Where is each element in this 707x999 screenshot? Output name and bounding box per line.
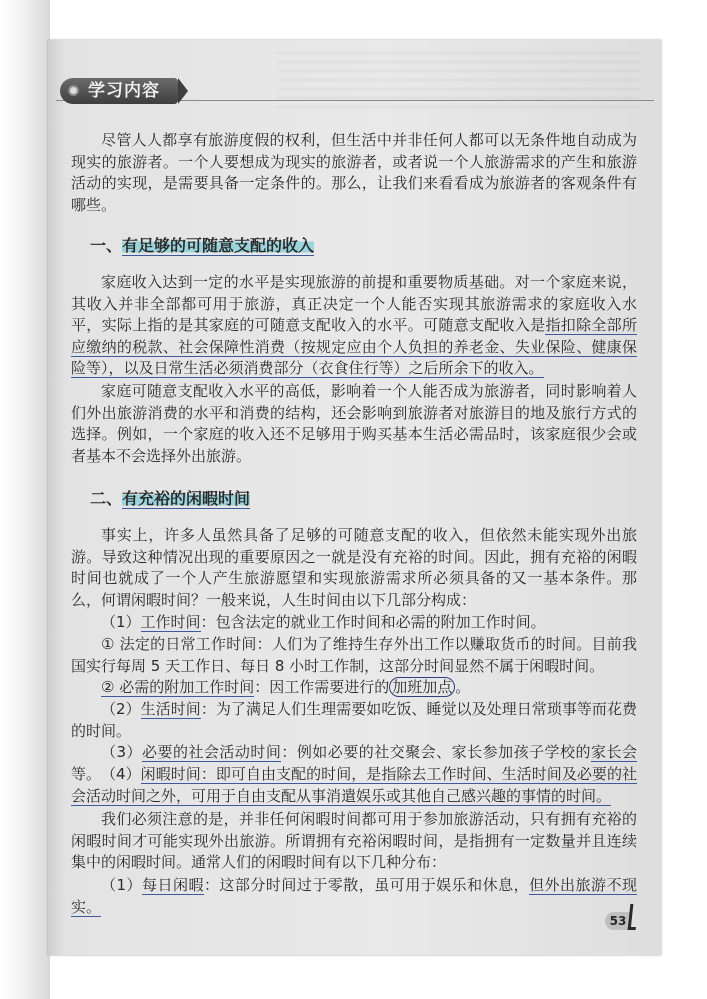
item-3-term: 必要的社会活动时间 xyxy=(142,743,282,761)
item-4-number: （4） xyxy=(101,765,141,783)
item-3-text: ：例如必要的社交聚会、家长参加孩子学校的 xyxy=(281,743,591,761)
section-1-title: 有足够的可随意支配的收入 xyxy=(122,236,315,255)
section-1-number: 一、 xyxy=(90,236,123,255)
section-2-number: 二、 xyxy=(90,489,123,508)
daily-underlined: 但外出旅游不现实。 xyxy=(71,876,637,916)
list-item-work-time xyxy=(71,612,637,634)
list-item-leisure-time xyxy=(71,764,637,807)
item-1b-text: ：因工作需要进行的 xyxy=(254,678,390,696)
item-1b-end: 。 xyxy=(455,678,471,696)
book-page xyxy=(48,40,661,955)
book-spine-shadow xyxy=(0,0,50,999)
daily-number: （1） xyxy=(101,876,142,894)
income-definition-underlined: 指扣除全部所应缴纳的税款、社会保障性消费（按规定应由个人负担的养老金、失业保险、健康保险等），以及日常生活必须消费部分（衣食住行等）之后所余下的收入。 xyxy=(71,316,637,377)
parent-meeting-underlined: 家长会 xyxy=(591,743,637,761)
daily-term: 每日闲暇 xyxy=(142,876,204,894)
section-2-heading xyxy=(88,485,256,510)
item-1b-term: ② 必需的附加工作时间 xyxy=(101,678,255,696)
section-1-paragraph-2: 家庭可随意支配收入水平的高低，影响着一个人能否成为旅游者，同时影响着人们外出旅游消费的水平和消费的结构，还会影响到旅游者对旅游目的地及旅行方式的选择。例如，一个家庭的收入还不足够用于购买基本生活必需品时，该家庭很少会或者基本不会选择外出旅游。 xyxy=(71,382,637,465)
section-1-paragraph-1 xyxy=(71,272,637,380)
item-2-number: （2） xyxy=(101,700,141,718)
daily-text: ：这部分时间过于零散，虽可用于娱乐和休息， xyxy=(203,876,530,894)
intro-paragraph: 尽管人人都享有旅游度假的权利，但生活中并非任何人都可以无条件地自动成为现实的旅游者。一个人要想成为现实的旅游者，或者说一个人旅游需求的产生和旅游活动的实现，是需要具备一定条件的。那么，让我们来看看成为旅游者的客观条件有哪些。 xyxy=(71,131,637,214)
item-1-number: （1） xyxy=(101,613,141,631)
item-1-term: 工作时间 xyxy=(140,613,201,631)
item-3-end: 等。 xyxy=(71,764,102,783)
item-4-term: 闲暇时间 xyxy=(140,765,201,783)
income-text: 家庭收入达到一定的水平是实现旅游的前提和重要物质基础。对一个家庭来说，其收入并非全部都可用于旅游，真正决定一个人能否实现其旅游需求的家庭收入水平，实际上指的是其家庭的可随意支配收入的水平。可随意支配收入是 xyxy=(71,273,637,334)
section-2-paragraph-1: 事实上，许多人虽然具备了足够的可随意支配的收入，但依然未能实现外出旅游。导致这种情况出现的重要原因之一就是没有充裕的时间。因此，拥有充裕的闲暇时间也就成了一个人产生旅游愿望和实现旅游需求所必须具备的又一基本条件。那么，何谓闲暇时间？一般来说，人生时间由以下几部分构成： xyxy=(71,526,637,609)
list-item-living-time xyxy=(71,699,637,742)
bullet-icon xyxy=(68,85,79,96)
item-3-number: （3） xyxy=(101,743,142,761)
list-item-legal-work-time: ① 法定的日常工作时间：人们为了维持生存外出工作以赚取货币的时间。目前我国实行每周 5 天工作日、每日 8 小时工作制，这部分时间显然不属于闲暇时间。 xyxy=(71,635,637,675)
list-item-extra-work-time xyxy=(71,677,637,699)
section-2-title: 有充裕的闲暇时间 xyxy=(122,489,251,508)
item-1-text: ：包含法定的就业工作时间和必需的附加工作时间。 xyxy=(200,613,546,631)
section-1-heading xyxy=(88,232,320,257)
section-2-paragraph-2: 我们必须注意的是，并非任何闲暇时间都可用于参加旅游活动，只有拥有充裕的闲暇时间才可能实现外出旅游。所谓拥有充裕闲暇时间，是指拥有一定数量并且连续集中的闲暇时间。通常人们的闲暇时间有以下几种分布： xyxy=(71,810,637,871)
page-corner-mark xyxy=(628,904,639,930)
item-2-term: 生活时间 xyxy=(140,700,201,718)
header-title: 学习内容 xyxy=(88,81,160,101)
section-header-badge xyxy=(60,78,178,104)
list-item-daily-leisure xyxy=(71,875,637,918)
page-number: 53 xyxy=(605,912,631,930)
overtime-circled: 加班加点 xyxy=(389,677,455,697)
item-4-text: ：即可自由支配的时间，是指除去工作时间、生活时间及必要的社会活动时间之外，可用于自由支配从事消遣娱乐或其他自己感兴趣的事情的时间。 xyxy=(71,765,637,805)
item-2-text: ：为了满足人们生理需要如吃饭、睡觉以及处理日常琐事等而花费的时间。 xyxy=(71,700,637,740)
